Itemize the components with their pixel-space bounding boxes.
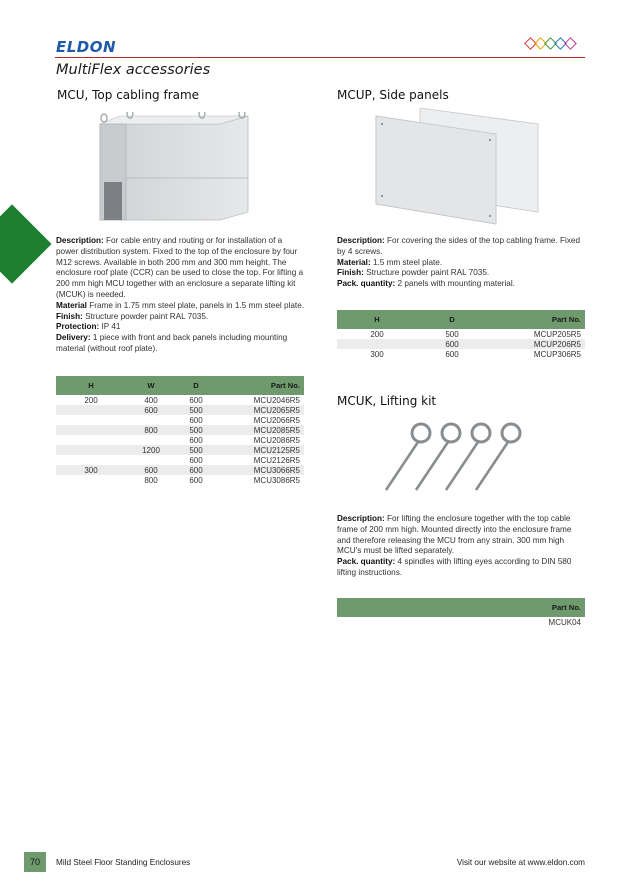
col-header-d: D (176, 376, 216, 395)
mcu-desc-label: Delivery: (56, 333, 91, 343)
cell-w: 600 (126, 465, 176, 475)
col-header-part-no: Part No. (337, 598, 585, 617)
mcup-desc-description (337, 236, 587, 258)
cell-d: 500 (176, 445, 216, 455)
mcuk-desc-text: 4 spindles with lifting eyes according to DIN 580 lifting instructions. (337, 557, 572, 577)
mcu-desc-text: 1 piece with front and back panels including mounting material (without roof plate). (56, 333, 288, 353)
mcuk-desc-text: For lifting the enclosure together with the top cable frame of 200 mm high. Mounted directly into the enclosure frame and therefore releasing the MCU from any strain. 300 mm high MCU's must be lifted separately. (337, 514, 572, 556)
cell-h (337, 339, 417, 349)
series-title: MultiFlex accessories (56, 62, 211, 78)
cell-d: 500 (445, 329, 459, 339)
mcu-desc-label: Material (56, 300, 87, 310)
mcu-desc-label: Protection: (56, 322, 100, 332)
table-row (337, 349, 585, 359)
cell-w (126, 415, 176, 425)
mcu-desc-description (56, 236, 306, 301)
mcup-desc-finish (337, 268, 587, 279)
cell-d: 600 (189, 435, 203, 445)
footer-website: Visit our website at www.eldon.com (456, 858, 585, 867)
col-header-part-no: Part No. (487, 310, 585, 329)
col-header-d: D (417, 310, 487, 329)
cell-d: 600 (189, 395, 203, 405)
mcu-desc-material (56, 301, 306, 312)
mcup-desc-label: Material: (337, 257, 371, 267)
mcuk-part-table (337, 598, 585, 627)
eldon-logo: ELDON (56, 38, 117, 56)
brand-diamonds-icon (520, 34, 586, 54)
cell-h (56, 445, 126, 455)
cell-part-no: MCUP205R5 (533, 329, 581, 339)
cell-h (56, 415, 126, 425)
table-row (56, 445, 304, 455)
cell-part-no: MCU2126R5 (253, 455, 300, 465)
table-header-row (337, 598, 585, 617)
mcup-side-panels-image (372, 108, 542, 228)
cell-part-no: MCU3066R5 (216, 465, 304, 475)
mcu-desc-finish (56, 312, 306, 323)
mcup-part-table (337, 310, 585, 359)
mcup-desc-pack (337, 279, 587, 290)
table-row (56, 475, 304, 485)
cell-h (56, 435, 126, 445)
table-row (56, 465, 304, 475)
cell-d: 600 (189, 415, 203, 425)
cell-d: 600 (445, 349, 459, 359)
mcup-desc-text: For covering the sides of the top cabling frame. Fixed by 4 screws. (337, 236, 581, 256)
cell-h (56, 425, 126, 435)
mcup-desc-material (337, 258, 587, 269)
mcu-title: MCU, Top cabling frame (57, 88, 200, 102)
mcuk-desc-label: Description: (337, 514, 385, 523)
cell-w (126, 435, 176, 445)
cell-d: 500 (176, 405, 216, 415)
cell-w: 600 (126, 405, 176, 415)
mcu-desc-text: Frame in 1.75 mm steel plate, panels in 1.5 mm steel plate. (86, 300, 305, 310)
mcuk-desc-pack (337, 557, 587, 579)
table-row (337, 617, 585, 627)
mcu-desc-protection (56, 322, 306, 333)
mcup-description (337, 236, 587, 290)
table-row (337, 329, 585, 339)
cell-h: 200 (84, 395, 98, 405)
cell-h (56, 455, 126, 465)
col-header-h: H (337, 310, 417, 329)
table-row (56, 405, 304, 415)
mcup-desc-text: 1.5 mm steel plate. (370, 257, 443, 267)
cell-w: 400 (144, 395, 158, 405)
mcup-desc-label: Description: (337, 236, 385, 245)
table-row (337, 339, 585, 349)
table-header-row (337, 310, 585, 329)
cell-part-no: MCU3086R5 (253, 475, 300, 485)
table-row (56, 395, 304, 405)
cell-h (56, 475, 126, 485)
mcuk-lifting-eyes-image (378, 420, 528, 498)
cell-part-no: MCU2086R5 (253, 435, 300, 445)
cell-part-no: MCUP306R5 (533, 349, 581, 359)
table-row (56, 455, 304, 465)
mcu-desc-text: IP 41 (99, 322, 121, 332)
cell-d: 600 (417, 339, 487, 349)
mcup-desc-text: Structure powder paint RAL 7035. (363, 268, 490, 278)
cell-h (56, 405, 126, 415)
mcu-desc-label: Description: (56, 236, 104, 245)
cell-h: 300 (370, 349, 384, 359)
col-header-part-no: Part No. (216, 376, 304, 395)
cell-w: 1200 (126, 445, 176, 455)
cell-part-no: MCUK04 (548, 617, 581, 627)
mcu-part-table (56, 376, 304, 485)
cell-h: 300 (56, 465, 126, 475)
cell-w: 800 (144, 475, 158, 485)
cell-part-no: MCU2085R5 (216, 425, 304, 435)
mcuk-description (337, 514, 587, 579)
cell-part-no: MCU2046R5 (253, 395, 300, 405)
cell-w: 800 (126, 425, 176, 435)
table-header-row (56, 376, 304, 395)
mcup-desc-text: 2 panels with mounting material. (395, 279, 515, 289)
mcup-title: MCUP, Side panels (337, 88, 449, 102)
mcu-frame-image (90, 112, 258, 222)
mcup-desc-label: Pack. quantity: (337, 279, 396, 289)
mcu-desc-label: Finish: (56, 311, 83, 321)
cell-d: 600 (176, 465, 216, 475)
table-row (56, 425, 304, 435)
table-row (56, 435, 304, 445)
cell-part-no: MCU2125R5 (216, 445, 304, 455)
cell-part-no: MCU2066R5 (253, 415, 300, 425)
cell-h: 200 (370, 329, 384, 339)
cell-d: 500 (176, 425, 216, 435)
col-header-w: W (126, 376, 176, 395)
cell-part-no: MCU2065R5 (216, 405, 304, 415)
cell-w (126, 455, 176, 465)
section-marker-diamond (0, 204, 52, 283)
mcuk-title: MCUK, Lifting kit (337, 394, 437, 408)
header-rule (55, 57, 585, 58)
footer-category: Mild Steel Floor Standing Enclosures (56, 858, 191, 867)
mcup-desc-label: Finish: (337, 268, 364, 278)
page-number: 70 (24, 852, 46, 872)
table-row (56, 415, 304, 425)
cell-d: 600 (189, 475, 203, 485)
mcu-desc-text: For cable entry and routing or for installation of a power distribution system. Fixed to the top of the enclosure by four M12 screws. Available in both 200 mm and 300 mm height. The enclosure roof plate (CCR) can be used to close the top. For lifting a 200 mm high MCU together with an enclosure a separate lifting kit (MCUK) is needed. (56, 236, 304, 299)
mcu-desc-text: Structure powder paint RAL 7035. (82, 311, 209, 321)
col-header-h: H (56, 376, 126, 395)
cell-part-no: MCUP206R5 (487, 339, 585, 349)
mcu-description (56, 236, 306, 355)
cell-d: 600 (189, 455, 203, 465)
mcuk-desc-label: Pack. quantity: (337, 557, 396, 567)
mcu-desc-delivery (56, 333, 306, 355)
mcuk-desc-description (337, 514, 587, 557)
